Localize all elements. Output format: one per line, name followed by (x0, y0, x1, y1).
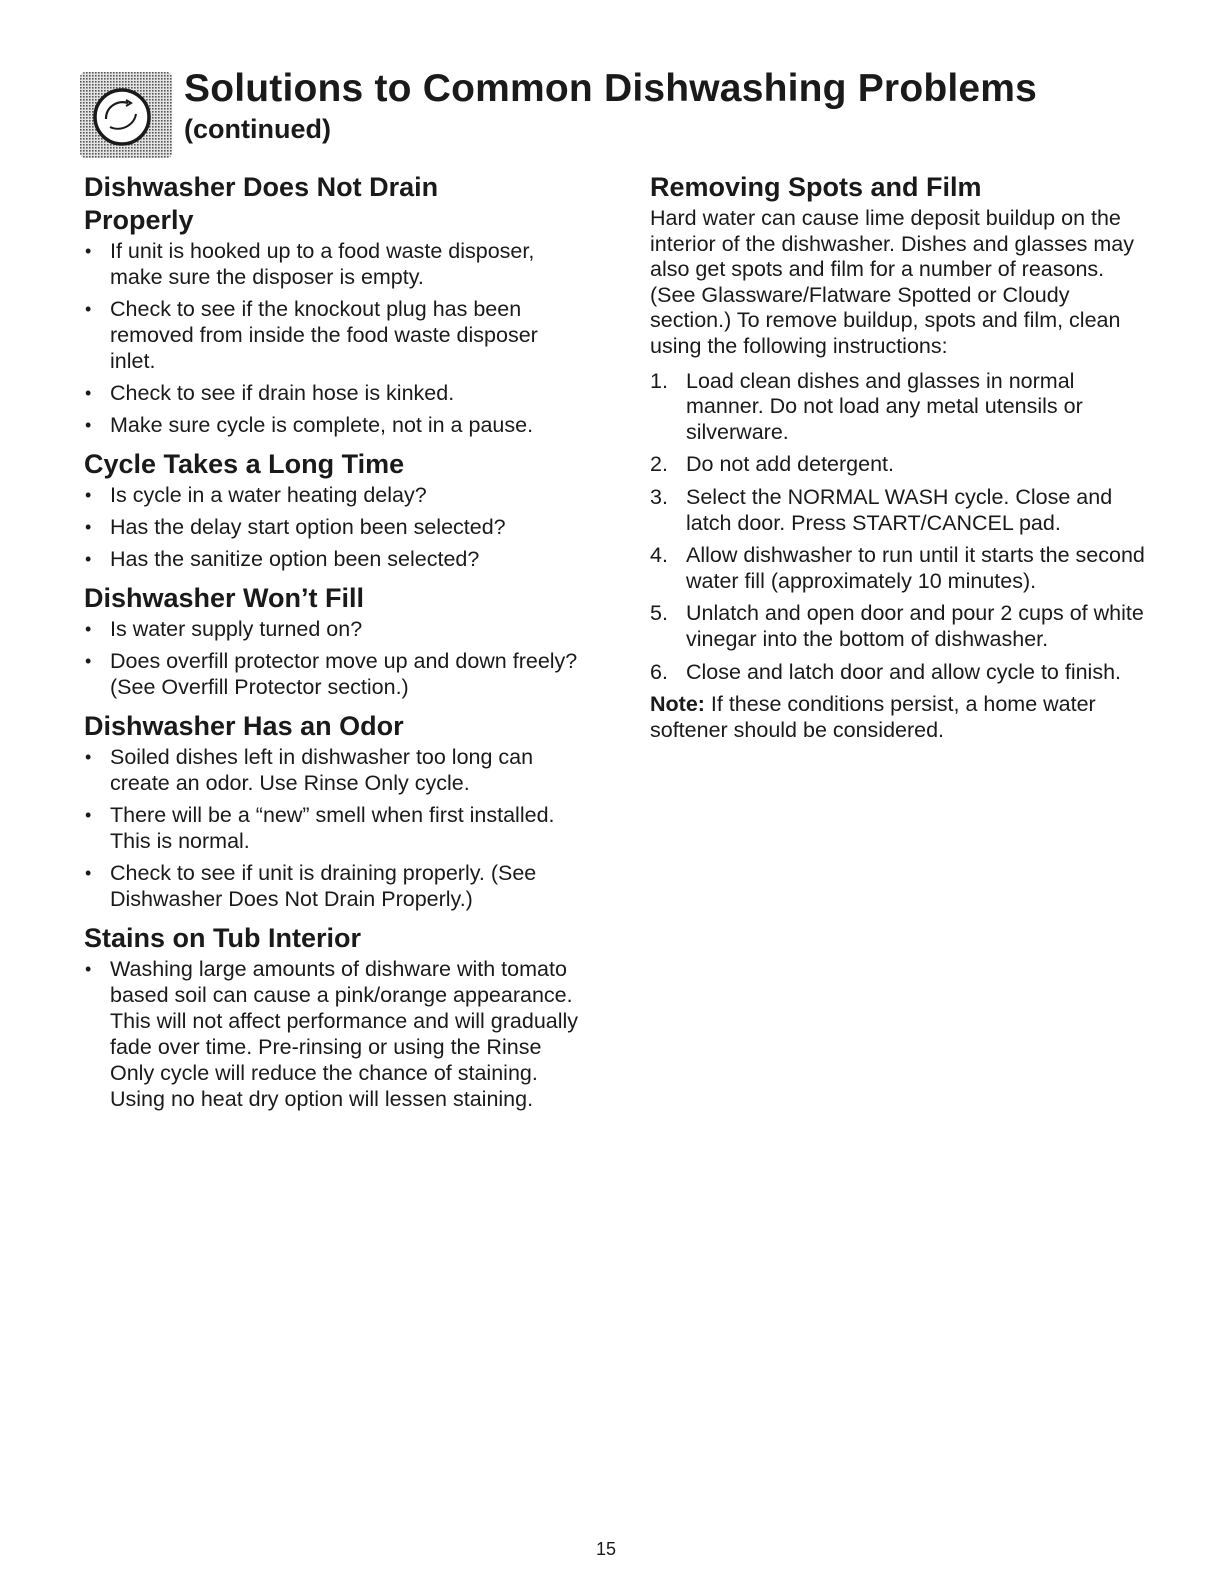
step-text: Close and latch door and allow cycle to finish. (686, 659, 1122, 684)
bullet-list (84, 482, 584, 572)
page-title: Solutions to Common Dishwashing Problems (184, 67, 1038, 110)
section-odor (84, 710, 584, 912)
bullet-item: • Check to see if unit is draining properly. (See Dishwasher Does Not Drain Properly.) (84, 860, 584, 912)
section-heading: Dishwasher Won’t Fill (84, 583, 365, 613)
step-text: Do not add detergent. (686, 452, 894, 477)
step-text: Unlatch and open door and pour 2 cups of white vinegar into the bottom of dishwasher. (686, 601, 1144, 651)
intro-paragraph: Hard water can cause lime deposit buildup on the interior of the dishwasher. Dishes and glasses may also get spots and film for a number of reasons. (See Glassware/Flatware Spotted or Cloudy section.) To remove buildup, spots and film, clean using the following instructions: (650, 206, 1134, 358)
step-item (650, 543, 1150, 594)
bullet-item: • Does overfill protector move up and down freely? (See Overfill Protector section.) (84, 648, 584, 700)
step-item (650, 660, 1150, 686)
step-item (650, 452, 1150, 478)
bullet-item: • If unit is hooked up to a food waste disposer, make sure the disposer is empty. (84, 238, 584, 290)
step-text: Load clean dishes and glasses in normal manner. Do not load any metal utensils or silverware. (686, 368, 1083, 444)
bullet-list (84, 956, 584, 1112)
section-heading: Removing Spots and Film (650, 172, 982, 202)
bullet-list (84, 616, 584, 700)
note-label: Note: (650, 692, 705, 717)
left-column (84, 171, 584, 1122)
bullet-item: • Make sure cycle is complete, not in a pause. (84, 412, 584, 438)
section-wont-fill (84, 582, 584, 700)
bullet-item: • Has the sanitize option been selected? (84, 546, 584, 572)
section-heading: Stains on Tub Interior (84, 923, 362, 953)
section-heading: Cycle Takes a Long Time (84, 449, 405, 479)
section-heading: Dishwasher Has an Odor (84, 711, 404, 741)
bullet-list (84, 238, 584, 438)
note-text: If these conditions persist, a home water softener should be considered. (650, 692, 1096, 742)
section-heading: Dishwasher Does Not Drain Properly (84, 172, 439, 235)
dishwasher-wash-icon (80, 72, 172, 158)
bullet-item: • Is water supply turned on? (84, 616, 584, 642)
page-number: 15 (595, 1539, 617, 1559)
bullet-item: • Soiled dishes left in dishwasher too long can create an odor. Use Rinse Only cycle. (84, 744, 584, 796)
page-subtitle: (continued) (184, 114, 331, 144)
step-number: 3. (650, 484, 668, 509)
bullet-item: • Check to see if drain hose is kinked. (84, 380, 584, 406)
section-does-not-drain (84, 171, 584, 438)
step-number: 1. (650, 368, 668, 393)
step-number: 4. (650, 543, 668, 568)
step-number: 6. (650, 659, 668, 684)
step-item (650, 485, 1150, 536)
right-column (650, 171, 1150, 743)
bullet-item: • Has the delay start option been selected? (84, 514, 584, 540)
bullet-item: • Check to see if the knockout plug has been removed from inside the food waste disposer inlet. (84, 296, 584, 374)
note-paragraph (650, 692, 1150, 743)
step-text: Select the NORMAL WASH cycle. Close and latch door. Press START/CANCEL pad. (686, 484, 1113, 535)
section-long-time (84, 448, 584, 572)
step-item (650, 369, 1150, 446)
section-tub-stains (84, 922, 584, 1112)
step-text: Allow dishwasher to run until it starts the second water fill (approximately 10 minutes). (686, 543, 1145, 593)
step-number: 5. (650, 601, 668, 626)
step-number: 2. (650, 452, 668, 477)
steps-list (650, 369, 1150, 686)
bullet-list (84, 744, 584, 912)
step-item (650, 601, 1150, 652)
bullet-item: • Is cycle in a water heating delay? (84, 482, 584, 508)
bullet-item: • There will be a “new” smell when first installed. This is normal. (84, 802, 584, 854)
bullet-item: • Washing large amounts of dishware with tomato based soil can cause a pink/orange appearance. This will not affect performance and will gradually fade over time. Pre-rinsing or using the Rinse Only cycle will reduce the chance of staining. Using no heat dry option will lessen staining. (84, 956, 584, 1112)
